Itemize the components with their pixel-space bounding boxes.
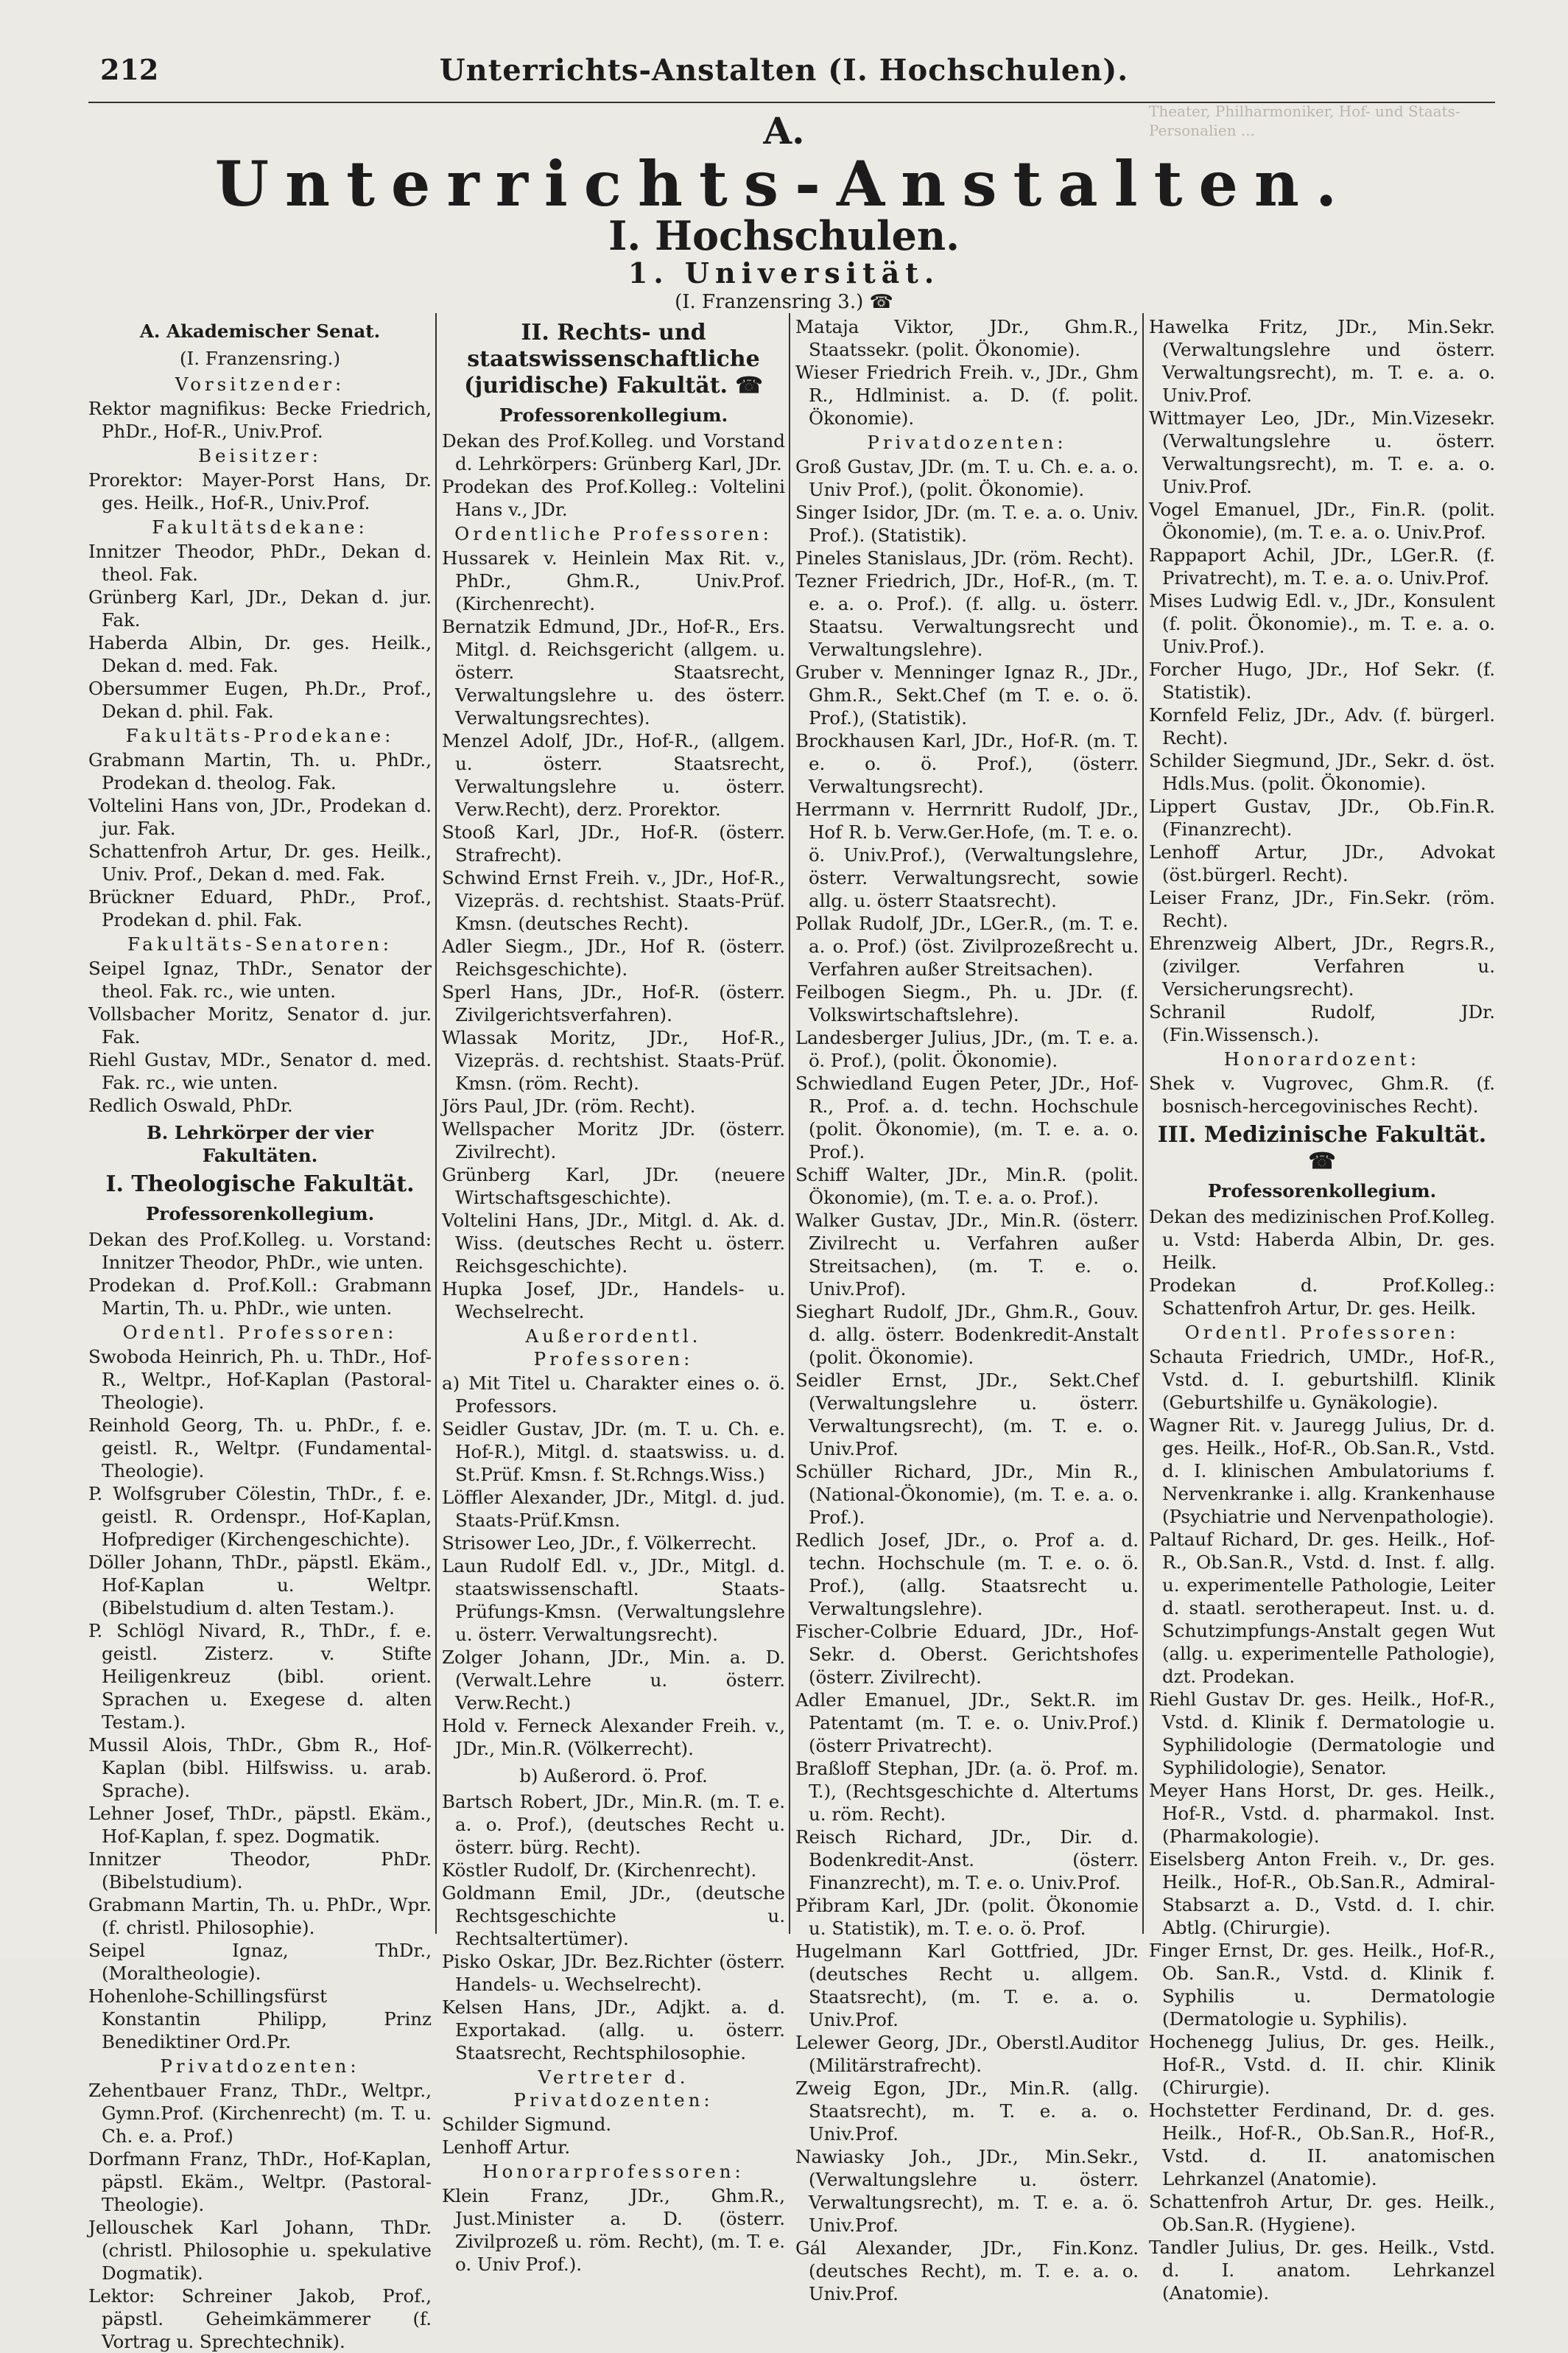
section-letter: A. [763, 109, 805, 152]
directory-entry: Lenhoff Artur, JDr., Advokat (öst.bürgerl. Recht). [1149, 841, 1495, 886]
section-heading: Professorenkollegium. [499, 404, 728, 426]
spaced-heading: Ordentl. Professoren: [1184, 1322, 1460, 1343]
directory-entry: Lippert Gustav, JDr., Ob.Fin.R. (Finanzrecht). [1149, 796, 1495, 840]
directory-entry: Redlich Oswald, PhDr. [88, 1095, 293, 1116]
directory-entry: Wlassak Moritz, JDr., Hof-R., Vizepräs. d. rechtshist. Staats-Prüf. Kmsn. (röm. Recht). [442, 1027, 785, 1094]
center-note: (I. Franzensring.) [179, 348, 341, 369]
directory-entry: Schauta Friedrich, UMDr., Hof-R., Vstd. d. I. geburtshilfl. Klinik (Geburtshilfe u. Gynäkologie). [1149, 1346, 1495, 1413]
directory-entry: Přibram Karl, JDr. (polit. Ökonomie u. Statistik), m. T. e. o. ö. Prof. [795, 1895, 1139, 1939]
directory-entry: Zweig Egon, JDr., Min.R. (allg. Staatsrecht), m. T. e. a. o. Univ.Prof. [795, 2077, 1139, 2145]
directory-entry: Sieghart Rudolf, JDr., Ghm.R., Gouv. d. allg. österr. Bodenkredit-Anstalt (polit. Ökonomie). [795, 1301, 1139, 1368]
directory-entry: Mises Ludwig Edl. v., JDr., Konsulent (f. polit. Ökonomie)., m. T. e. a. o. Univ.Prof.). [1149, 590, 1495, 657]
section-heading: Professorenkollegium. [145, 1203, 375, 1224]
directory-entry: Hohenlohe-Schillingsfürst Konstantin Philipp, Prinz Benediktiner Ord.Pr. [88, 1985, 432, 2052]
subsection-title: 1. Universität. [627, 256, 941, 290]
directory-entry: Tandler Julius, Dr. ges. Heilk., Vstd. d. I. anatom. Lehrkanzel (Anatomie). [1149, 2237, 1495, 2304]
directory-entry: Pisko Oskar, JDr. Bez.Richter (österr. Handels- u. Wechselrecht). [442, 1951, 785, 1995]
directory-entry: Brockhausen Karl, JDr., Hof-R. (m. T. e. o. ö. Prof.), (österr. Verwaltungsrecht). [795, 730, 1139, 797]
directory-entry: Rektor magnifikus: Becke Friedrich, PhDr., Hof-R., Univ.Prof. [88, 398, 432, 442]
directory-entry: Mataja Viktor, JDr., Ghm.R., Staatssekr. (polit. Ökonomie). [795, 316, 1139, 360]
directory-entry: Pollak Rudolf, JDr., LGer.R., (m. T. e. a. o. Prof.) (öst. Zivilprozeßrecht u. Verfahren außer Streitsachen). [795, 913, 1139, 980]
directory-entry: Grünberg Karl, JDr., Dekan d. jur. Fak. [88, 586, 432, 631]
directory-entry: Prorektor: Mayer-Porst Hans, Dr. ges. Heilk., Hof-R., Univ.Prof. [88, 469, 432, 513]
spaced-heading: Vertreter d. Privatdozenten: [513, 2066, 714, 2111]
directory-entry: Dekan des medizinischen Prof.Kolleg. u. Vstd: Haberda Albin, Dr. ges. Heilk. [1149, 1206, 1495, 1273]
spaced-heading: Privatdozenten: [160, 2055, 360, 2077]
directory-entry: Swoboda Heinrich, Ph. u. ThDr., Hof-R., Weltpr., Hof-Kaplan (Pastoral-Theologie). [88, 1346, 432, 1413]
directory-entry: Jellouschek Karl Johann, ThDr. (christl. Philosophie u. spekulative Dogmatik). [88, 2217, 432, 2284]
directory-entry: Goldmann Emil, JDr., (deutsche Rechtsgeschichte u. Rechtsaltertümer). [442, 1882, 785, 1949]
directory-entry: Kornfeld Feliz, JDr., Adv. (f. bürgerl. Recht). [1149, 704, 1495, 748]
directory-entry: Lelewer Georg, JDr., Oberstl.Auditor (Militärstrafrecht). [795, 2032, 1139, 2076]
directory-entry: Eiselsberg Anton Freih. v., Dr. ges. Heilk., Hof-R., Ob.San.R., Admiral-Stabsarzt a. D., Vstd. d. I. chir. Abtlg. (Chirurgie). [1149, 1848, 1495, 1938]
section-heading: B. Lehrkörper der vier Fakultäten. [147, 1122, 373, 1166]
spaced-heading: Privatdozenten: [867, 432, 1067, 453]
directory-entry: Vollsbacher Moritz, Senator d. jur. Fak. [88, 1003, 432, 1048]
directory-entry: Dekan des Prof.Kolleg. und Vorstand d. Lehrkörpers: Grünberg Karl, JDr. [442, 430, 785, 474]
directory-entry: Voltelini Hans von, JDr., Prodekan d. jur. Fak. [88, 795, 432, 839]
spaced-heading: Ordentl. Professoren: [122, 1322, 398, 1343]
column-1 [88, 315, 432, 2352]
directory-entry: Löffler Alexander, JDr., Mitgl. d. jud. Staats-Prüf.Kmsn. [442, 1487, 785, 1531]
directory-entry: Wagner Rit. v. Jauregg Julius, Dr. d. ges. Heilk., Hof-R., Ob.San.R., Vstd. d. I. klinischen Ambulatoriums f. Nervenkranke i. allg. Krankenhause (Psychiatrie und Nervenpathologie). [1149, 1414, 1495, 1527]
directory-entry: Strisower Leo, JDr., f. Völkerrecht. [442, 1532, 757, 1554]
directory-entry: Feilbogen Siegm., Ph. u. JDr. (f. Volkswirtschaftslehre). [795, 981, 1139, 1025]
directory-entry: Leiser Franz, JDr., Fin.Sekr. (röm. Recht). [1149, 887, 1495, 931]
directory-entry: Voltelini Hans, JDr., Mitgl. d. Ak. d. Wiss. (deutsches Recht u. österr. Reichsgeschichte). [442, 1210, 785, 1277]
column-3 [795, 315, 1139, 2304]
directory-entry: Schilder Sigmund. [442, 2114, 612, 2135]
directory-entry: Adler Emanuel, JDr., Sekt.R. im Patentamt (m. T. e. o. Univ.Prof.) (österr Privatrecht). [795, 1689, 1139, 1756]
directory-entry: Prodekan d. Prof.Koll.: Grabmann Martin, Th. u. PhDr., wie unten. [88, 1274, 432, 1319]
directory-entry: Schwind Ernst Freih. v., JDr., Hof-R., Vizepräs. d. rechtshist. Staats-Prüf. Kmsn. (deutsches Recht). [442, 867, 785, 934]
directory-entry: Zolger Johann, JDr., Min. a. D. (Verwalt.Lehre u. österr. Verw.Recht.) [442, 1647, 785, 1714]
directory-entry: Dorfmann Franz, ThDr., Hof-Kaplan, päpstl. Ekäm., Weltpr. (Pastoral-Theologie). [88, 2148, 432, 2215]
directory-entry: Lektor: Schreiner Jakob, Prof., päpstl. Geheimkämmerer (f. Vortrag u. Sprechtechnik). [88, 2285, 432, 2352]
directory-entry: Finger Ernst, Dr. ges. Heilk., Hof-R., Ob. San.R., Vstd. d. Klinik f. Syphilis u. Dermatologie (Dermatologie u. Syphilis). [1149, 1940, 1495, 2030]
spaced-heading: Fakultäts-Senatoren: [127, 933, 393, 955]
directory-entry: Döller Johann, ThDr., päpstl. Ekäm., Hof-Kaplan u. Weltpr. (Bibelstudium d. alten Testam.). [88, 1551, 432, 1619]
column-4 [1149, 315, 1495, 2304]
directory-entry: Lenhoff Artur. [442, 2136, 571, 2158]
section-heading: A. Akademischer Senat. [139, 320, 381, 342]
directory-entry: Singer Isidor, JDr. (m. T. e. a. o. Univ. Prof.). (Statistik). [795, 502, 1139, 546]
directory-entry: Obersummer Eugen, Ph.Dr., Prof., Dekan d. phil. Fak. [88, 678, 432, 722]
section-title: I. Hochschulen. [608, 212, 960, 259]
page-number: 212 [100, 53, 159, 86]
directory-entry: Wieser Friedrich Freih. v., JDr., Ghm R., Hdlminist. a. D. (f. polit. Ökonomie). [795, 362, 1139, 429]
directory-entry: Grünberg Karl, JDr. (neuere Wirtschaftsgeschichte). [442, 1164, 785, 1208]
directory-entry: Grabmann Martin, Th. u. PhDr., Prodekan d. theolog. Fak. [88, 749, 432, 793]
directory-entry: Stooß Karl, JDr., Hof-R. (österr. Strafrecht). [442, 821, 785, 866]
directory-entry: Prodekan des Prof.Kolleg.: Voltelini Hans v., JDr. [442, 476, 785, 520]
directory-entry: Schwiedland Eugen Peter, JDr., Hof-R., Prof. a. d. techn. Hochschule (polit. Ökonomie), (m. T. e. a. o. Prof.). [795, 1073, 1139, 1163]
directory-entry: P. Schlögl Nivard, R., ThDr., f. e. geistl. Zisterz. v. Stifte Heiligenkreuz (bibl. orient. Sprachen u. Exegese d. alten Testam.). [88, 1620, 432, 1733]
directory-entry: Schattenfroh Artur, Dr. ges. Heilk., Univ. Prof., Dekan d. med. Fak. [88, 841, 432, 885]
directory-entry: Reisch Richard, JDr., Dir. d. Bodenkredit-Anst. (österr. Finanzrecht), m. T. e. o. Univ.Prof. [795, 1826, 1139, 1893]
directory-entry: Kelsen Hans, JDr., Adjkt. a. d. Exportakad. (allg. u. österr. Staatsrecht, Rechtsphilosophie. [442, 1996, 785, 2063]
directory-entry: Wittmayer Leo, JDr., Min.Vizesekr. (Verwaltungslehre u. österr. Verwaltungsrecht), m. T. e. a. o. Univ.Prof. [1149, 407, 1495, 497]
directory-entry: a) Mit Titel u. Charakter eines o. ö. Professors. [442, 1372, 785, 1417]
directory-entry: Wellspacher Moritz JDr. (österr. Zivilrecht). [442, 1118, 785, 1163]
directory-entry: Haberda Albin, Dr. ges. Heilk., Dekan d. med. Fak. [88, 632, 432, 676]
directory-entry: Jörs Paul, JDr. (röm. Recht). [442, 1095, 696, 1117]
directory-entry: Seipel Ignaz, ThDr., (Moraltheologie). [88, 1940, 432, 1984]
directory-entry: Hawelka Fritz, JDr., Min.Sekr. (Verwaltungslehre und österr. Verwaltungsrecht), m. T. e. a. o. Univ.Prof. [1149, 316, 1495, 406]
spaced-heading: Vorsitzender: [175, 374, 345, 395]
directory-entry: Shek v. Vugrovec, Ghm.R. (f. bosnisch-hercegovinisches Recht). [1149, 1073, 1495, 1117]
column-2 [442, 315, 785, 2275]
main-title: Unterrichts-Anstalten. [214, 147, 1354, 220]
directory-entry: Redlich Josef, JDr., o. Prof a. d. techn. Hochschule (m. T. e. o. ö. Prof.), (allg. Staatsrecht u. Verwaltungslehre). [795, 1529, 1139, 1619]
spaced-heading: Ordentliche Professoren: [454, 523, 773, 544]
spaced-heading: Beisitzer: [198, 445, 322, 466]
directory-entry: Seipel Ignaz, ThDr., Senator der theol. Fak. rc., wie unten. [88, 958, 432, 1002]
directory-entry: Bartsch Robert, JDr., Min.R. (m. T. e. a. o. Prof.), (deutsches Recht u. österr. bürg. Recht). [442, 1791, 785, 1858]
faculty-heading: I. Theologische Fakultät. [105, 1171, 415, 1197]
directory-entry: Groß Gustav, JDr. (m. T. u. Ch. e. a. o. Univ Prof.), (polit. Ökonomie). [795, 456, 1139, 500]
directory-entry: Köstler Rudolf, Dr. (Kirchenrecht). [442, 1859, 757, 1881]
directory-entry: Tezner Friedrich, JDr., Hof-R., (m. T. e. a. o. Prof.). (f. allg. u. österr. Staatsu. Verwaltungsrecht und Verwaltungslehre). [795, 570, 1139, 660]
spaced-heading: Fakultätsdekane: [152, 516, 368, 538]
directory-entry: Pineles Stanislaus, JDr. (röm. Recht). [795, 547, 1134, 569]
directory-entry: Seidler Gustav, JDr. (m. T. u. Ch. e. Hof-R.), Mitgl. d. staatswiss. u. d. St.Prüf. Kmsn. f. St.Rchngs.Wiss.) [442, 1418, 785, 1485]
directory-entry: Walker Gustav, JDr., Min.R. (österr. Zivilrecht u. Verfahren außer Streitsachen), (m. T. e. o. Univ.Prof). [795, 1210, 1139, 1300]
directory-entry: Gál Alexander, JDr., Fin.Konz. (deutsches Recht), m. T. e. a. o. Univ.Prof. [795, 2237, 1139, 2304]
directory-entry: Schiff Walter, JDr., Min.R. (polit. Ökonomie), (m. T. e. a. o. Prof.). [795, 1164, 1139, 1208]
directory-entry: Riehl Gustav, MDr., Senator d. med. Fak. rc., wie unten. [88, 1049, 432, 1093]
spaced-heading: Honorardozent: [1223, 1048, 1421, 1070]
directory-entry: Hugelmann Karl Gottfried, JDr. (deutsches Recht u. allgem. Staatsrecht), (m. T. e. a. o. Univ.Prof. [795, 1940, 1139, 2030]
directory-entry: Hupka Josef, JDr., Handels- u. Wechselrecht. [442, 1278, 785, 1322]
directory-entry: Ehrenzweig Albert, JDr., Regrs.R., (zivilger. Verfahren u. Versicherungsrecht). [1149, 933, 1495, 1000]
directory-entry: Herrmann v. Herrnritt Rudolf, JDr., Hof R. b. Verw.Ger.Hofe, (m. T. e. o. ö. Univ.Prof.), (Verwaltungslehre, österr. Verwaltungsrecht, sowie allg. u. österr Staatsrecht). [795, 799, 1139, 911]
spaced-heading: Außerordentl. Professoren: [525, 1325, 702, 1370]
directory-entry: Schilder Siegmund, JDr., Sekr. d. öst. Hdls.Mus. (polit. Ökonomie). [1149, 750, 1495, 794]
directory-entry: Braßloff Stephan, JDr. (a. ö. Prof. m. T.), (Rechtsgeschichte d. Altertums u. röm. Recht). [795, 1758, 1139, 1825]
directory-entry: Bernatzik Edmund, JDr., Hof-R., Ers. Mitgl. d. Reichsgericht (allgem. u. österr. Staatsrecht, Verwaltungslehre u. des österr. Verwaltungsrechtes). [442, 616, 785, 729]
directory-entry: Schattenfroh Artur, Dr. ges. Heilk., Ob.San.R. (Hygiene). [1149, 2191, 1495, 2235]
directory-entry: Hussarek v. Heinlein Max Rit. v., PhDr., Ghm.R., Univ.Prof. (Kirchenrecht). [442, 547, 785, 614]
bleed-through-text: Theater, Philharmoniker, Hof- und Staats-Personalien ... [1149, 102, 1460, 139]
directory-entry: Rappaport Achil, JDr., LGer.R. (f. Privatrecht), m. T. e. a. o. Univ.Prof. [1149, 544, 1495, 589]
directory-entry: Hold v. Ferneck Alexander Freih. v., JDr., Min.R. (Völkerrecht). [442, 1715, 785, 1759]
directory-entry: Grabmann Martin, Th. u. PhDr., Wpr. (f. christl. Philosophie). [88, 1894, 432, 1938]
directory-entry: Hochenegg Julius, Dr. ges. Heilk., Hof-R., Vstd. d. II. chir. Klinik (Chirurgie). [1149, 2031, 1495, 2098]
directory-entry: Schranil Rudolf, JDr. (Fin.Wissensch.). [1149, 1001, 1495, 1045]
spaced-heading: Fakultäts-Prodekane: [125, 725, 395, 746]
faculty-heading: III. Medizinische Fakultät. ☎ [1157, 1122, 1487, 1174]
directory-entry: Klein Franz, JDr., Ghm.R., Just.Minister a. D. (österr. Zivilprozeß u. röm. Recht), (m. T. e. o. Univ Prof.). [442, 2185, 785, 2275]
center-note: b) Außerord. ö. Prof. [519, 1765, 708, 1786]
directory-entry: Nawiasky Joh., JDr., Min.Sekr., (Verwaltungslehre u. österr. Verwaltungsrecht), m. T. e. a. ö. Univ.Prof. [795, 2146, 1139, 2236]
directory-entry: Hochstetter Ferdinand, Dr. d. ges. Heilk., Hof-R., Ob.San.R., Hof-R., Vstd. d. II. anatomischen Lehrkanzel (Anatomie). [1149, 2100, 1495, 2189]
directory-entry: Reinhold Georg, Th. u. PhDr., f. e. geistl. R., Weltpr. (Fundamental-Theologie). [88, 1414, 432, 1481]
page-header [0, 53, 1568, 97]
directory-entry: Forcher Hugo, JDr., Hof Sekr. (f. Statistik). [1149, 659, 1495, 703]
directory-entry: Zehentbauer Franz, ThDr., Weltpr., Gymn.Prof. (Kirchenrecht) (m. T. u. Ch. e. a. Prof.) [88, 2080, 432, 2147]
directory-entry: Mussil Alois, ThDr., Gbm R., Hof-Kaplan (bibl. Hilfswiss. u. arab. Sprache). [88, 1734, 432, 1801]
address-line: (I. Franzensring 3.) ☎ [675, 291, 893, 313]
spaced-heading: Honorarprofessoren: [482, 2161, 745, 2182]
directory-entry: Dekan des Prof.Kolleg. u. Vorstand: Innitzer Theodor, PhDr., wie unten. [88, 1229, 432, 1273]
directory-entry: Innitzer Theodor, PhDr., Dekan d. theol. Fak. [88, 541, 432, 585]
directory-entry: Menzel Adolf, JDr., Hof-R., (allgem. u. österr. Staatsrecht, Verwaltungslehre u. österr. Verw.Recht), derz. Prorektor. [442, 730, 785, 820]
directory-entry: Paltauf Richard, Dr. ges. Heilk., Hof-R., Ob.San.R., Vstd. d. Inst. f. allg. u. experimentelle Pathologie, Leiter d. staatl. serotherapeut. Inst. u. d. Schutzimpfungs-Anstalt gegen Wut (allg. u. experimentelle Pathologie), dzt. Prodekan. [1149, 1529, 1495, 1687]
directory-entry: Riehl Gustav Dr. ges. Heilk., Hof-R., Vstd. d. Klinik f. Dermatologie u. Syphilidologie (Dermatologie und Syphilidologie), Senator. [1149, 1689, 1495, 1778]
column-rule [1142, 313, 1144, 1934]
directory-entry: Sperl Hans, JDr., Hof-R. (österr. Zivilgerichtsverfahren). [442, 981, 785, 1025]
directory-entry: Vogel Emanuel, JDr., Fin.R. (polit. Ökonomie), (m. T. e. a. o. Univ.Prof. [1149, 499, 1495, 543]
directory-entry: Landesberger Julius, JDr., (m. T. e. a. ö. Prof.), (polit. Ökonomie). [795, 1027, 1139, 1071]
directory-entry: Laun Rudolf Edl. v., JDr., Mitgl. d. staatswissenschaftl. Staats-Prüfungs-Kmsn. (Verwaltungslehre u. österr. Verwaltungsrecht). [442, 1555, 785, 1645]
directory-entry: Seidler Ernst, JDr., Sekt.Chef (Verwaltungslehre u. österr. Verwaltungsrecht), (m. T. e. o. Univ.Prof. [795, 1370, 1139, 1459]
directory-entry: Fischer-Colbrie Eduard, JDr., Hof-Sekr. d. Oberst. Gerichtshofes (österr. Zivilrecht). [795, 1621, 1139, 1688]
column-rule [435, 313, 437, 1934]
directory-entry: Schüller Richard, JDr., Min R., (National-Ökonomie), (m. T. e. a. o. Prof.). [795, 1461, 1139, 1528]
directory-entry: Innitzer Theodor, PhDr. (Bibelstudium). [88, 1848, 432, 1893]
directory-entry: Prodekan d. Prof.Kolleg.: Schattenfroh Artur, Dr. ges. Heilk. [1149, 1274, 1495, 1319]
faculty-heading: II. Rechts- und staatswissenschaftliche (juridische) Fakultät. ☎ [464, 320, 763, 399]
column-rule [789, 313, 790, 1934]
directory-entry: Brückner Eduard, PhDr., Prof., Prodekan d. phil. Fak. [88, 886, 432, 930]
directory-entry: Lehner Josef, ThDr., päpstl. Ekäm., Hof-Kaplan, f. spez. Dogmatik. [88, 1803, 432, 1847]
directory-entry: Meyer Hans Horst, Dr. ges. Heilk., Hof-R., Vstd. d. pharmakol. Inst. (Pharmakologie). [1149, 1780, 1495, 1847]
directory-entry: Gruber v. Menninger Ignaz R., JDr., Ghm.R., Sekt.Chef (m T. e. o. ö. Prof.), (Statistik). [795, 662, 1139, 729]
directory-entry: P. Wolfsgruber Cölestin, ThDr., f. e. geistl. R. Ordenspr., Hof-Kaplan, Hofprediger (Kirchengeschichte). [88, 1483, 432, 1550]
running-title: Unterrichts-Anstalten (I. Hochschulen). [439, 53, 1129, 88]
directory-entry: Adler Siegm., JDr., Hof R. (österr. Reichsgeschichte). [442, 936, 785, 980]
section-heading: Professorenkollegium. [1207, 1180, 1437, 1202]
